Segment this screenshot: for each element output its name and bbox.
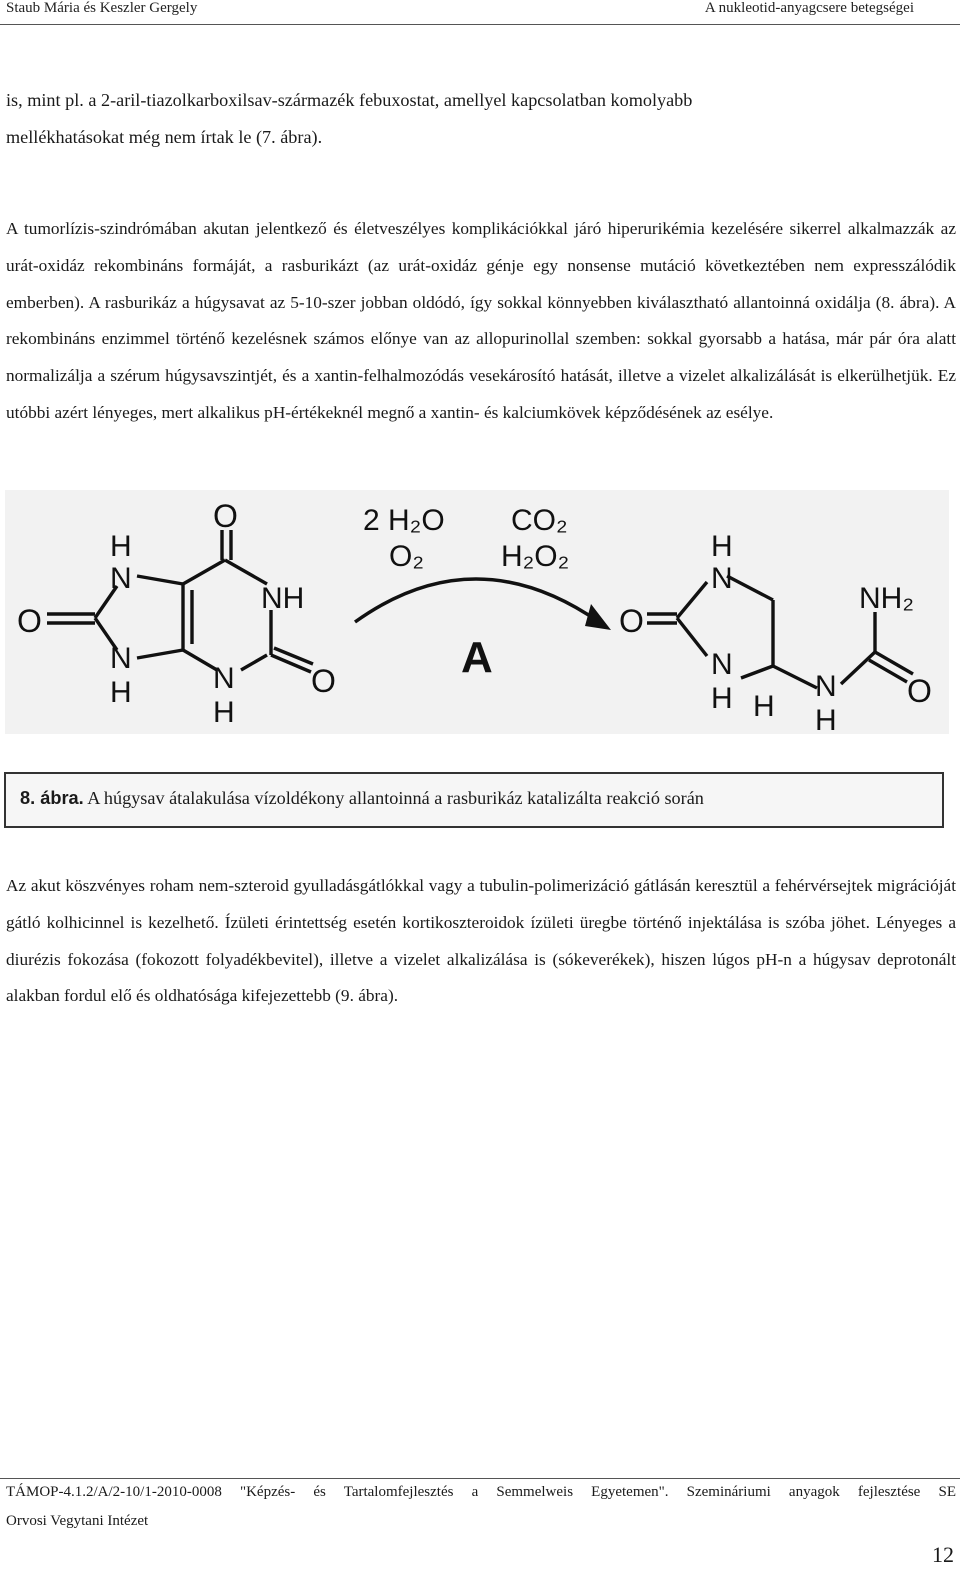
allantoin-h1: H xyxy=(711,530,733,563)
intro-paragraph xyxy=(6,82,956,156)
uric-n1: N xyxy=(110,562,132,595)
intro-line-2: mellékhatásokat még nem írtak le (7. ábra). xyxy=(6,126,323,147)
paragraph-2-text: Az akut köszvényes roham nem-szteroid gyulladásgátlókkal vagy a tubulin-polimerizáció gátlásán keresztül a fehérvérsejtek migrációját gátló kolhicinnel is kezelhető. Ízületi érintettség esetén kortikoszteroidok ízületi üregbe történő injektálása is szóba jöhet. Lényeges a diurézis fokozása (fokozott folyadékbevitel), illetve a vizelet alkalizálása is (sókeverékek), hiszen lúgos pH-n a húgysav deprotonált alakban fordul elő és oldhatósága kifejezettebb (9. ábra). xyxy=(6,876,956,1006)
page-number: 12 xyxy=(932,1542,954,1567)
allantoin-o-right: O xyxy=(907,673,932,709)
paragraph-1-text: A tumorlízis-szindrómában akutan jelentkező és életveszélyes komplikációkkal járó hiperurikémia kezelésére sikerrel alkalmazzák az urát-oxidáz rekombináns formáját, a rasburikázt (az urát-oxidáz génje egy nonsense mutáció következtében nem expresszálódik emberben). A rasburikáz a húgysavat az 5-10-szer jobban oldódó, így sokkal könnyebben kiválasztható allantoinná oxidálja (8. ábra). A rekombináns enzimmel történő kezelésnek számos előnye van az allopurinollal szemben: sokkal gyorsabb a hatása, már pár óra alatt normalizálja a szérum húgysavszintjét, és a xantin-felhalmozódás vesekárosító hatását, illetve a vizelet alkalizálását is elkerülhetjük. Ez utóbbi azért lényeges, mert alkalikus pH-értékeknél megnő a xantin- és kalciumkövek képződésének az esélye. xyxy=(6,219,956,422)
footer-institute: Orvosi Vegytani Intézet xyxy=(6,1513,149,1529)
allantoin-o-left: O xyxy=(619,603,644,639)
body-paragraph-1 xyxy=(6,211,956,432)
reaction-figure xyxy=(5,490,949,734)
caption-text: A húgysav átalakulása vízoldékony allantoinná a rasburikáz katalizálta reakció során xyxy=(83,788,704,808)
intro-line-1: is, mint pl. a 2-aril-tiazolkarboxilsav-származék febuxostat, amellyel kapcsolatban komolyabb xyxy=(6,90,693,110)
reactant-oxygen: O₂ xyxy=(389,540,424,573)
allantoin-n1: N xyxy=(711,562,733,595)
header-rule xyxy=(0,24,960,25)
caption-number: 8. ábra. xyxy=(20,788,84,808)
allantoin-n2: N xyxy=(711,648,733,681)
enzyme-label: A xyxy=(461,633,493,682)
product-h2o2: H₂O₂ xyxy=(501,540,570,573)
allantoin-n3: N xyxy=(815,670,837,703)
allantoin-nh2: NH₂ xyxy=(859,582,914,615)
reaction-arrow xyxy=(355,579,599,622)
running-header-authors: Staub Mária és Keszler Gergely xyxy=(6,0,198,16)
uric-o-right: O xyxy=(311,663,336,699)
uric-o-left: O xyxy=(17,603,42,639)
footer-project-line: TÁMOP-4.1.2/A/2-10/1-2010-0008 "Képzés- és Tartalomfejlesztés a Semmelweis Egyetemen". Szemináriumi anyagok fejlesztése SE xyxy=(6,1484,956,1500)
uric-h1: H xyxy=(110,530,132,563)
allantoin-h3: H xyxy=(753,690,775,723)
reactant-water: 2 H₂O xyxy=(363,504,445,537)
allantoin-h2: H xyxy=(711,682,733,715)
uric-nh: NH xyxy=(261,582,305,615)
figure-caption xyxy=(4,772,944,828)
arrow-head-icon xyxy=(585,604,611,630)
running-header-chapter: A nukleotid-anyagcsere betegségei xyxy=(704,0,914,16)
allantoin-h4: H xyxy=(815,704,837,734)
product-co2: CO₂ xyxy=(511,504,568,537)
uric-n2: N xyxy=(110,642,132,675)
uric-o-top: O xyxy=(213,498,238,534)
body-paragraph-2 xyxy=(6,868,956,1015)
uric-n3: N xyxy=(213,662,235,695)
footer-rule xyxy=(0,1478,960,1479)
uric-h2: H xyxy=(110,676,132,709)
reaction-scheme xyxy=(5,490,949,734)
uric-h3: H xyxy=(213,696,235,729)
